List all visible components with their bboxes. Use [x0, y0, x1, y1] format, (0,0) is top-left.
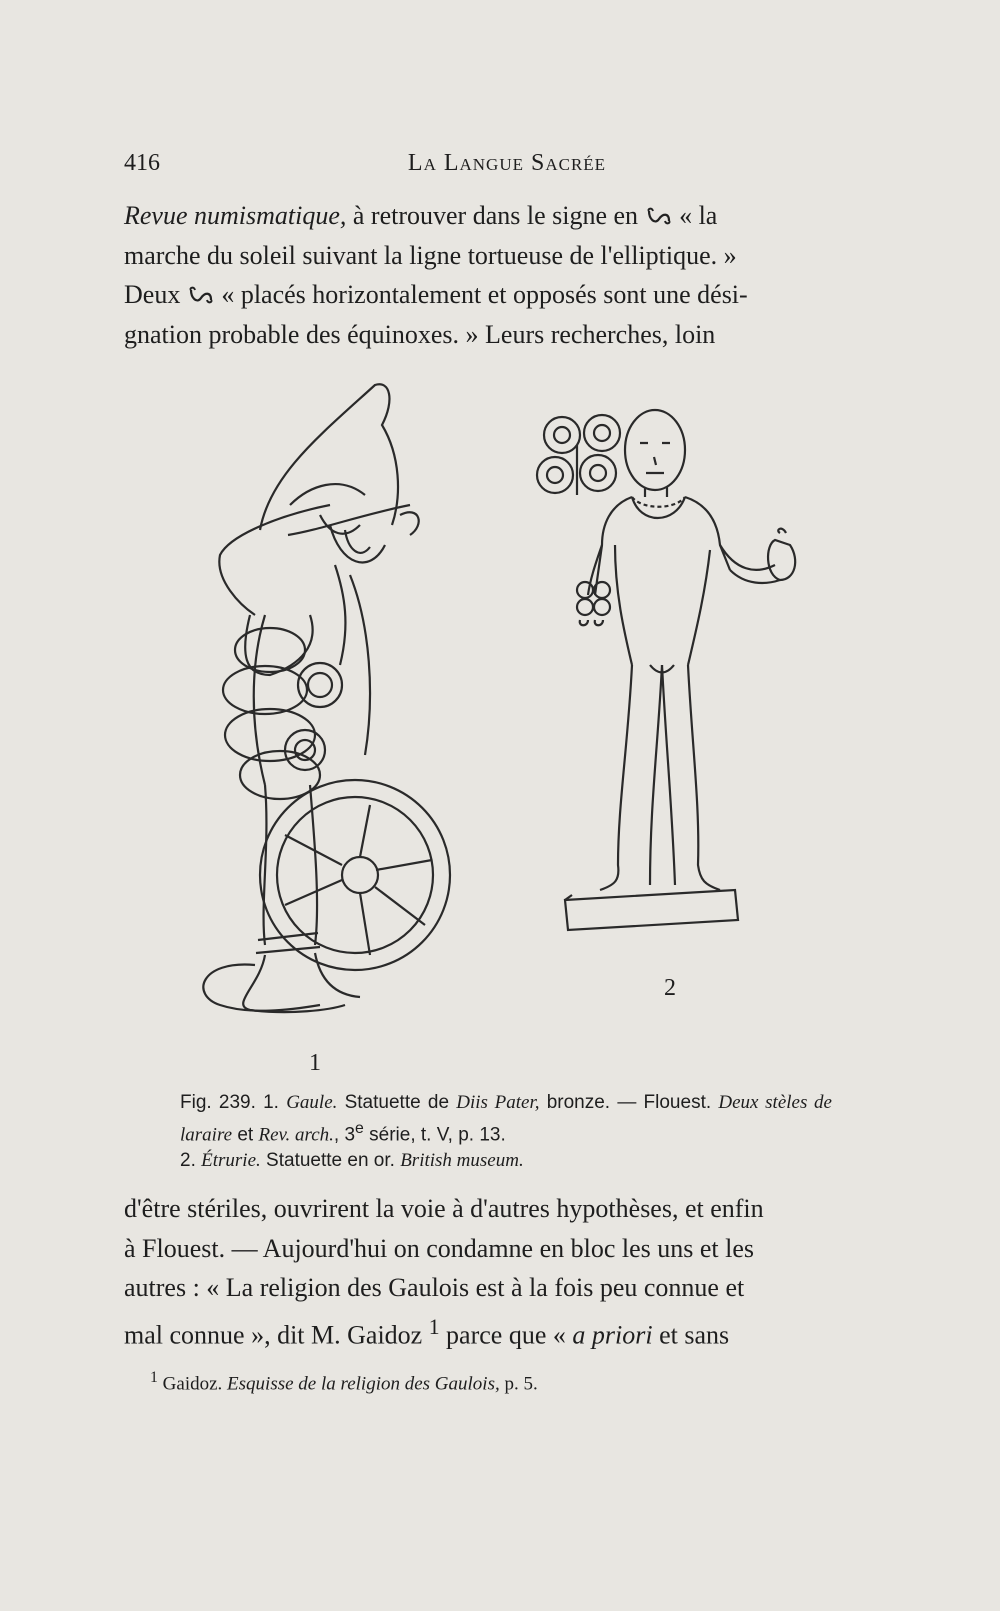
footnote-reference[interactable]: 1 — [428, 1314, 440, 1339]
caption-italic: Deux stèles de laraire — [180, 1092, 832, 1146]
footnote-page: p. 5. — [499, 1373, 538, 1395]
journal-title: Revue numismatique, — [124, 201, 347, 230]
text-line: gnation probable des équinoxes. » Leurs recherches, loin — [124, 319, 716, 349]
text-span: « placés horizontalement et opposés sont une dési- — [214, 280, 748, 309]
spiral-ornament-icon — [537, 415, 620, 495]
caption-italic: Étrurie. — [201, 1150, 261, 1172]
figure-239 — [170, 365, 870, 1075]
italic-phrase: a priori — [572, 1320, 653, 1350]
text-line — [124, 275, 890, 315]
caption-text: et — [232, 1124, 259, 1146]
text-span: Deux — [124, 280, 187, 309]
footnote-marker: 1 — [150, 1369, 158, 1386]
statuette-dis-pater-with-wheel-icon — [203, 384, 450, 1012]
caption-text: série, t. V, p. 13. — [363, 1124, 506, 1146]
text-line — [124, 1308, 890, 1355]
caption-italic: Rev. arch. — [258, 1124, 334, 1146]
text-line — [124, 196, 890, 236]
s-spiral-icon — [645, 205, 673, 227]
gold-statuette-with-spirals-icon — [565, 410, 795, 930]
text-line: marche du soleil suivant la ligne tortueuse de l'elliptique. » — [124, 240, 737, 270]
caption-superscript: e — [355, 1120, 364, 1137]
running-title: La Langue Sacrée — [407, 150, 607, 176]
text-line: à Flouest. — Aujourd'hui on condamne en bloc les uns et les — [124, 1233, 755, 1263]
figure-label-1: 1 — [309, 1050, 321, 1076]
figure-illustration — [170, 365, 870, 1075]
caption-text: Fig. 239. 1. — [180, 1092, 287, 1113]
caption-italic: British museum. — [400, 1150, 524, 1172]
text-line: d'être stériles, ouvrirent la voie à d'autres hypothèses, et enfin — [124, 1194, 764, 1223]
caption-text: , 3 — [333, 1124, 356, 1146]
text-span: et sans — [652, 1320, 730, 1350]
text-span: à retrouver dans le signe en — [346, 201, 645, 230]
figure-label-2: 2 — [664, 975, 676, 1001]
caption-text: Statuette en or. — [260, 1150, 401, 1172]
caption-line-2 — [180, 1148, 832, 1174]
caption-text: bronze. — Flouest. — [539, 1092, 719, 1113]
caption-text: 2. — [180, 1150, 202, 1172]
footnote-title: Esquisse de la religion des Gaulois, — [227, 1373, 500, 1395]
page-header — [124, 150, 890, 184]
caption-italic: Gaule. — [286, 1092, 338, 1113]
page-number: 416 — [124, 150, 160, 176]
caption-line-1 — [180, 1090, 832, 1148]
text-span: « la — [672, 201, 718, 230]
figure-caption — [180, 1090, 832, 1174]
bottom-paragraph — [124, 1189, 890, 1355]
caption-italic: Diis Pater, — [456, 1092, 540, 1113]
footnote-author: Gaidoz. — [157, 1373, 228, 1395]
text-span: parce que « — [439, 1320, 573, 1350]
s-spiral-icon — [187, 284, 215, 306]
text-line: autres : « La religion des Gaulois est à la fois peu connue et — [124, 1273, 745, 1302]
text-span: mal connue », dit M. Gaidoz — [124, 1320, 429, 1350]
caption-text: Statuette de — [337, 1092, 457, 1113]
top-paragraph — [124, 196, 890, 354]
footnote — [150, 1369, 538, 1395]
